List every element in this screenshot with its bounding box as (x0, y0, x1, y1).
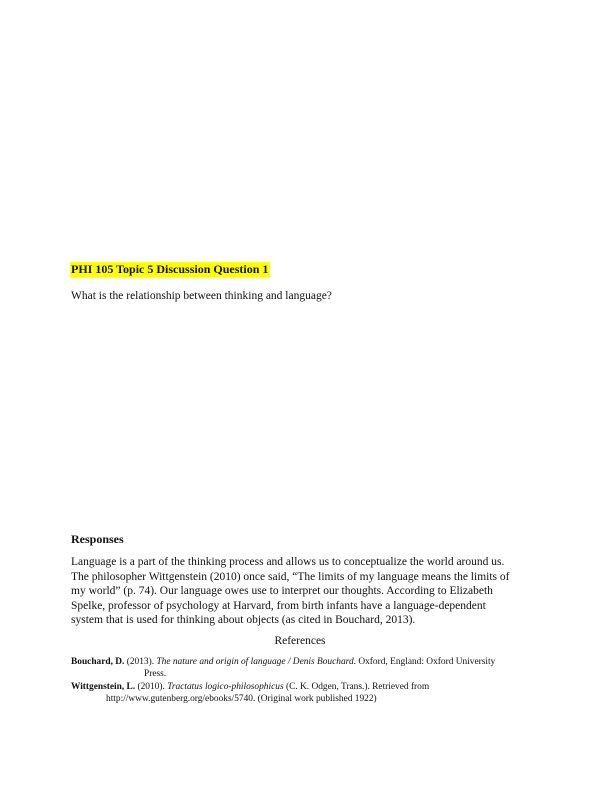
response-line: my world” (p. 74). Our language owes use to interpret our thoughts. According to Elizabeth (71, 585, 493, 598)
reference-work-title: The nature and origin of language / Denis Bouchard (156, 657, 354, 667)
response-paragraph (71, 555, 541, 628)
reference-continuation: Press. (144, 668, 167, 679)
response-line: Language is a part of the thinking process and allows us to conceptualize the world around us. (71, 556, 505, 568)
reference-work-title: Tractatus logico-philosophicus (167, 682, 284, 692)
reference-year: (2010). (135, 682, 168, 692)
responses-heading: Responses (71, 532, 124, 546)
reference-entry (71, 657, 495, 680)
response-line: system that is used for thinking about objects (as cited in Bouchard, 2013). (71, 614, 416, 627)
reference-publisher: (C. K. Odgen, Trans.). Retrieved from (283, 682, 430, 692)
reference-continuation: http://www.gutenberg.org/ebooks/5740. (Original work published 1922) (106, 693, 377, 704)
references-heading: References (274, 635, 326, 647)
reference-entry (71, 682, 429, 705)
reference-publisher: . Oxford, England: Oxford University (353, 657, 496, 667)
document-title: PHI 105 Topic 5 Discussion Question 1 (71, 262, 269, 276)
reference-author: Wittgenstein, L. (71, 682, 136, 692)
reference-author: Bouchard, D. (71, 657, 125, 667)
reference-year: (2013). (124, 657, 157, 667)
response-line: Spelke, professor of psychology at Harvard, from birth infants have a language-dependent (71, 599, 486, 612)
discussion-question: What is the relationship between thinking and language? (71, 290, 332, 302)
response-line: The philosopher Wittgenstein (2010) once said, “The limits of my language means the limits of (71, 570, 510, 583)
